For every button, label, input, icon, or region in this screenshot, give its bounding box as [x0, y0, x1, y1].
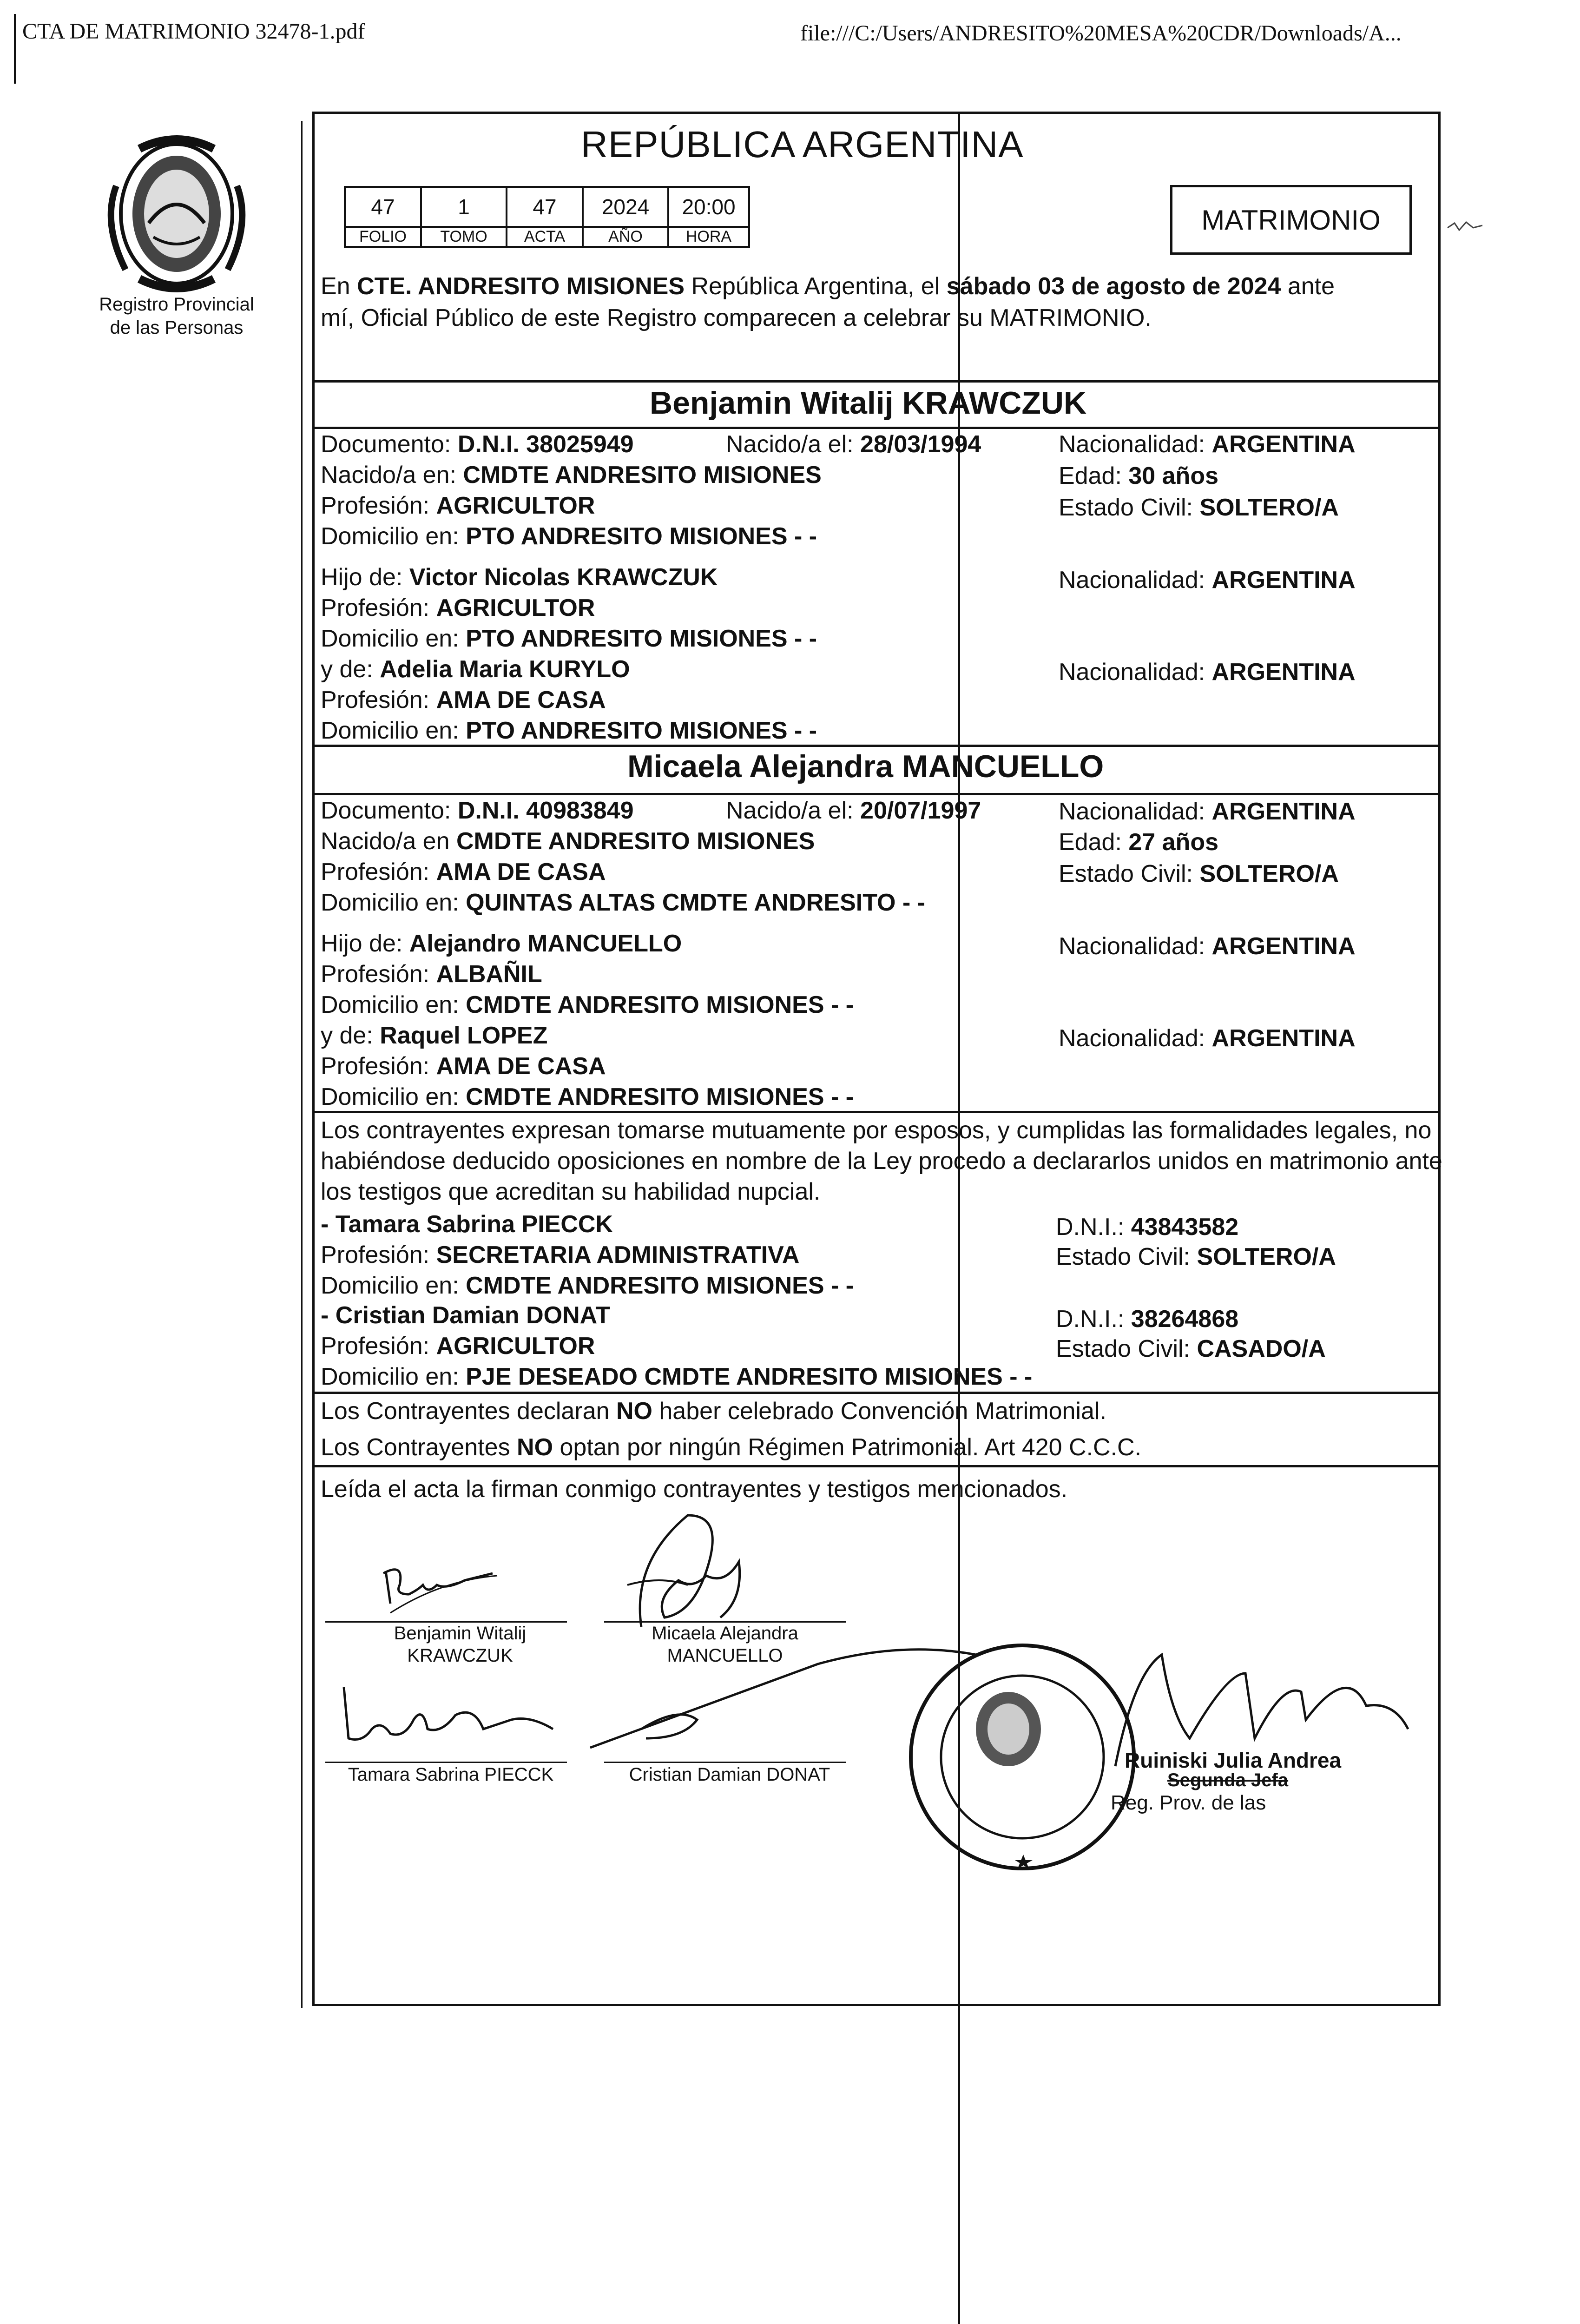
- signature-piecck-icon: [335, 1678, 576, 1762]
- witness1-address: Domicilio en: CMDTE ANDRESITO MISIONES - -: [321, 1272, 854, 1299]
- spouse1-civil-status: Estado Civil: SOLTERO/A: [1059, 494, 1339, 521]
- spouse1-nationality: Nacionalidad: ARGENTINA: [1059, 431, 1356, 458]
- declaration-line2: habiéndose deducido oposiciones en nombre de la Ley procedo a declararlos unidos en matrimonio ante: [321, 1148, 1442, 1175]
- spouse2-name: Micaela Alejandra MANCUELLO: [627, 749, 1104, 784]
- spouse1-mother: y de: Adelia Maria KURYLO: [321, 656, 630, 683]
- document-tab-title: CTA DE MATRIMONIO 32478-1.pdf: [22, 19, 365, 44]
- spouse2-civil-status: Estado Civil: SOLTERO/A: [1059, 860, 1339, 887]
- spouse2-mother: y de: Raquel LOPEZ: [321, 1022, 548, 1049]
- signature-label-donat: Cristian Damian DONAT: [629, 1764, 830, 1785]
- divider: [312, 1111, 1441, 1113]
- spouse2-father: Hijo de: Alejandro MANCUELLO: [321, 930, 682, 957]
- spouse1-name: Benjamin Witalij KRAWCZUK: [650, 385, 1087, 421]
- spouse1-mother-profession: Profesión: AMA DE CASA: [321, 687, 606, 713]
- divider: [312, 1465, 1441, 1467]
- spouse2-father-profession: Profesión: ALBAÑIL: [321, 961, 542, 988]
- spouse2-age: Edad: 27 años: [1059, 829, 1218, 856]
- spouse2-address: Domicilio en: QUINTAS ALTAS CMDTE ANDRESITO - -: [321, 889, 926, 916]
- anio-value: 2024: [583, 187, 668, 227]
- country-heading: REPÚBLICA ARGENTINA: [581, 124, 1024, 165]
- convention-statement: Los Contrayentes declaran NO haber celebrado Convención Matrimonial.: [321, 1398, 1106, 1425]
- signature-label-krawczuk: Benjamin Witalij KRAWCZUK: [394, 1623, 527, 1666]
- witness2-dni: D.N.I.: 38264868: [1056, 1306, 1239, 1333]
- spouse1-father: Hijo de: Victor Nicolas KRAWCZUK: [321, 564, 718, 591]
- spouse1-mother-nationality: Nacionalidad: ARGENTINA: [1059, 659, 1356, 686]
- spouse1-birthplace: Nacido/a en: CMDTE ANDRESITO MISIONES: [321, 462, 822, 489]
- anio-label: AÑO: [583, 227, 668, 247]
- inner-left-rule: [301, 121, 303, 2008]
- spouse1-age: Edad: 30 años: [1059, 462, 1218, 489]
- left-margin-mark: [14, 14, 16, 84]
- spouse2-father-nationality: Nacionalidad: ARGENTINA: [1059, 933, 1356, 960]
- signature-label-mancuello: Micaela Alejandra MANCUELLO: [652, 1623, 798, 1666]
- witness2-profession: Profesión: AGRICULTOR: [321, 1333, 595, 1360]
- spouse1-profession: Profesión: AGRICULTOR: [321, 492, 595, 519]
- spouse2-birthplace: Nacido/a en CMDTE ANDRESITO MISIONES: [321, 828, 815, 855]
- folio-value: 47: [345, 187, 421, 227]
- witness2-civil-status: Estado Civil: CASADO/A: [1056, 1335, 1326, 1362]
- spouse2-birthdate: Nacido/a el: 20/07/1997: [726, 797, 981, 824]
- divider: [312, 380, 1441, 383]
- official-office: Reg. Prov. de las: [1111, 1791, 1266, 1814]
- record-type-box: [1170, 185, 1412, 255]
- tomo-value: 1: [421, 187, 507, 227]
- record-number-table: [344, 186, 750, 248]
- spouse2-mother-profession: Profesión: AMA DE CASA: [321, 1053, 606, 1080]
- spouse1-mother-address: Domicilio en: PTO ANDRESITO MISIONES - -: [321, 717, 817, 744]
- witness1-dni: D.N.I.: 43843582: [1056, 1214, 1239, 1241]
- spouse2-mother-address: Domicilio en: CMDTE ANDRESITO MISIONES - -: [321, 1083, 854, 1110]
- spouse2-nationality: Nacionalidad: ARGENTINA: [1059, 798, 1356, 825]
- tomo-label: TOMO: [421, 227, 507, 247]
- ink-blot-icon: [1445, 214, 1487, 242]
- registry-label-line2: de las Personas: [110, 317, 244, 338]
- hora-value: 20:00: [668, 187, 749, 227]
- document-url: file:///C:/Users/ANDRESITO%20MESA%20CDR/Downloads/A...: [800, 21, 1402, 46]
- signature-label-piecck: Tamara Sabrina PIECCK: [348, 1764, 554, 1785]
- registry-label-line1: Registro Provincial: [99, 294, 254, 315]
- declaration-line3: los testigos que acreditan su habilidad nupcial.: [321, 1178, 821, 1205]
- spouse1-father-address: Domicilio en: PTO ANDRESITO MISIONES - -: [321, 625, 817, 652]
- closing-statement: Leída el acta la firman conmigo contrayentes y testigos mencionados.: [321, 1476, 1068, 1503]
- record-type: MATRIMONIO: [1201, 204, 1381, 236]
- ceremony-date: sábado 03 de agosto de 2024: [946, 273, 1281, 300]
- divider: [312, 1392, 1441, 1394]
- declaration-line1: Los contrayentes expresan tomarse mutuamente por esposos, y cumplidas las formalidades legales, no: [321, 1117, 1432, 1144]
- provincial-emblem-icon: [98, 130, 256, 297]
- witness1-civil-status: Estado Civil: SOLTERO/A: [1056, 1243, 1336, 1270]
- regime-statement: Los Contrayentes NO optan por ningún Régimen Patrimonial. Art 420 C.C.C.: [321, 1434, 1142, 1461]
- folio-label: FOLIO: [345, 227, 421, 247]
- spouse1-document: Documento: D.N.I. 38025949: [321, 431, 634, 458]
- place: CTE. ANDRESITO MISIONES: [357, 273, 685, 300]
- official-role: Segunda Jefa: [1167, 1770, 1289, 1790]
- witness1-name: - Tamara Sabrina PIECCK: [321, 1211, 613, 1238]
- hora-label: HORA: [668, 227, 749, 247]
- spouse1-birthdate: Nacido/a el: 28/03/1994: [726, 431, 981, 458]
- registry-label: [79, 293, 274, 339]
- witness2-name: - Cristian Damian DONAT: [321, 1302, 611, 1329]
- spouse1-father-nationality: Nacionalidad: ARGENTINA: [1059, 567, 1356, 594]
- spouse2-profession: Profesión: AMA DE CASA: [321, 858, 606, 885]
- spouse2-document: Documento: D.N.I. 40983849: [321, 797, 634, 824]
- spouse2-father-address: Domicilio en: CMDTE ANDRESITO MISIONES - -: [321, 991, 854, 1018]
- spouse1-father-profession: Profesión: AGRICULTOR: [321, 594, 595, 621]
- witness1-profession: Profesión: SECRETARIA ADMINISTRATIVA: [321, 1241, 800, 1268]
- signature-line: [325, 1762, 567, 1763]
- spouse1-address: Domicilio en: PTO ANDRESITO MISIONES - -: [321, 523, 817, 550]
- intro-line2: mí, Oficial Público de este Registro comparecen a celebrar su MATRIMONIO.: [321, 304, 1152, 331]
- acta-label: ACTA: [507, 227, 583, 247]
- signature-krawczuk-icon: [372, 1552, 511, 1622]
- acta-value: 47: [507, 187, 583, 227]
- signature-line: [604, 1762, 846, 1763]
- witness2-address: Domicilio en: PJE DESEADO CMDTE ANDRESITO MISIONES - -: [321, 1363, 1033, 1390]
- spouse2-mother-nationality: Nacionalidad: ARGENTINA: [1059, 1025, 1356, 1052]
- official-name: Ruiniski Julia Andrea: [1125, 1748, 1342, 1772]
- divider: [312, 745, 1441, 747]
- intro-line1: En CTE. ANDRESITO MISIONES República Argentina, el sábado 03 de agosto de 2024 ante: [321, 273, 1335, 300]
